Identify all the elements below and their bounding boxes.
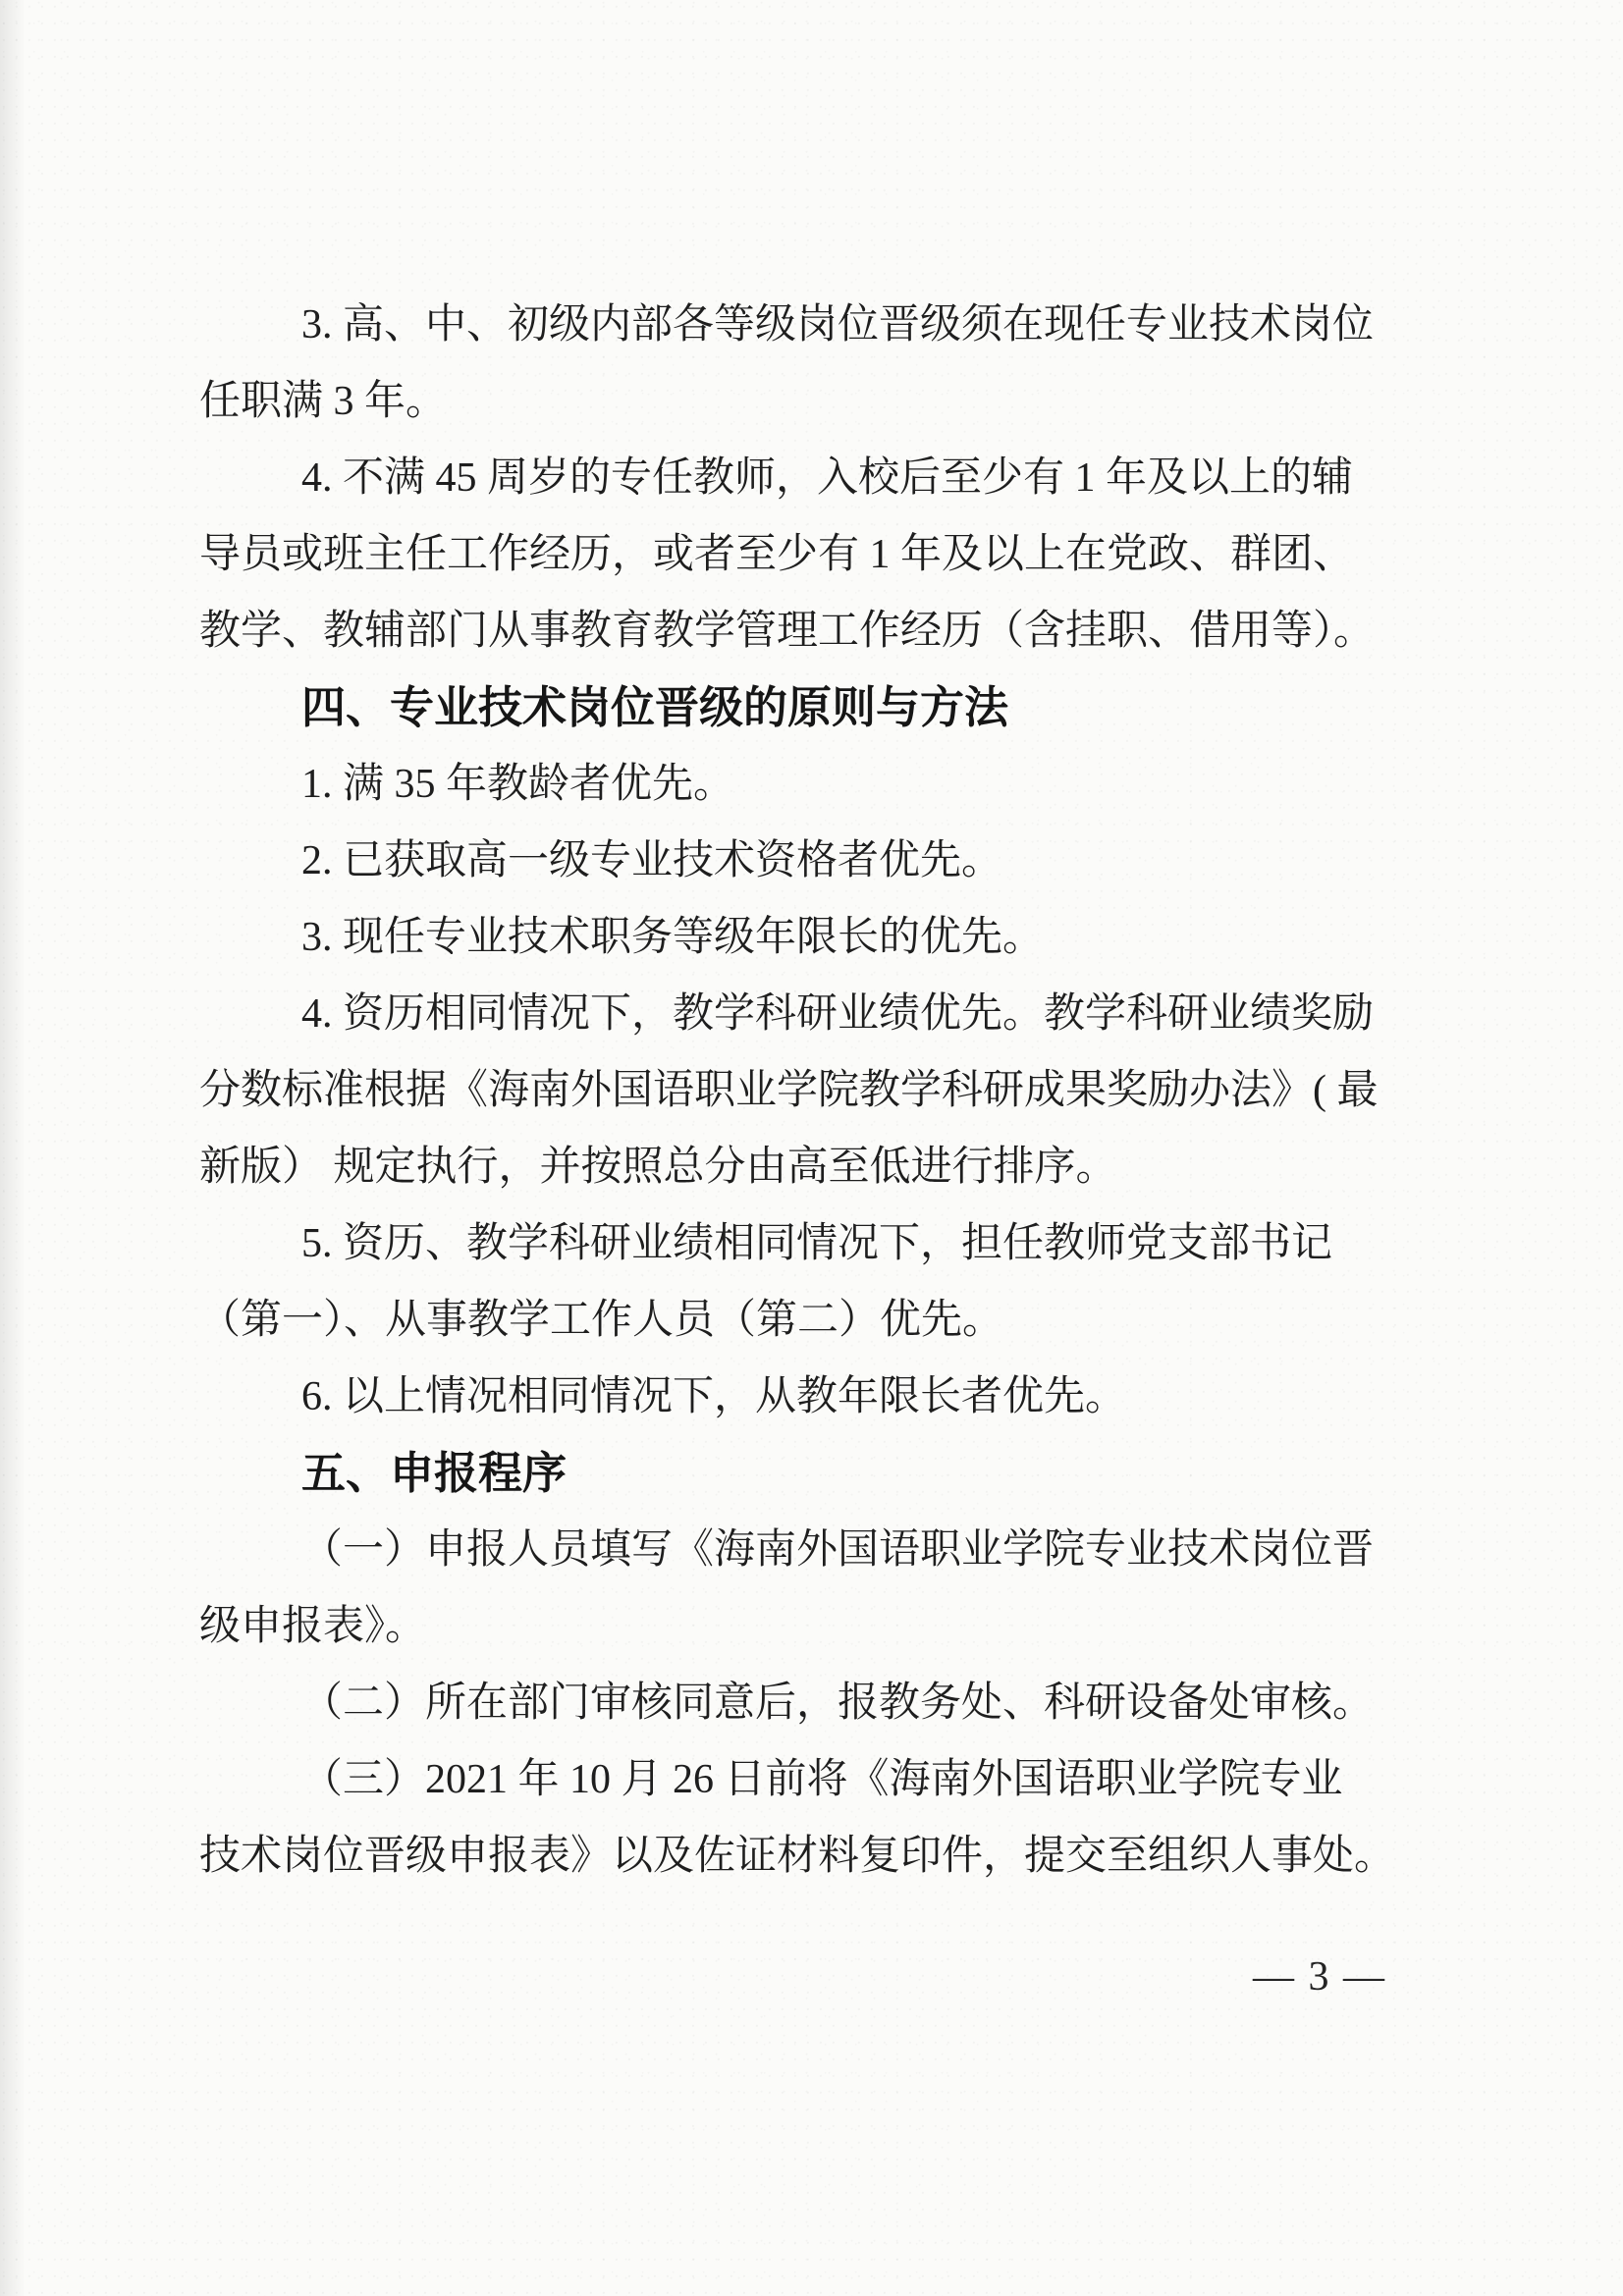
body-line: 导员或班主任工作经历，或者至少有 1 年及以上在党政、群团、 (199, 532, 1355, 577)
body-line: 6. 以上情况相同情况下，从教年限长者优先。 (301, 1374, 1127, 1419)
body-line: 2. 已获取高一级专业技术资格者优先。 (301, 838, 1003, 883)
body-line: 分数标准根据《海南外国语职业学院教学科研成果奖励办法》( 最 (199, 1068, 1379, 1113)
body-line: 4. 资历相同情况下，教学科研业绩优先。教学科研业绩奖励 (301, 991, 1375, 1037)
document-body (199, 287, 1476, 1895)
section-heading-principles: 四、专业技术岗位晋级的原则与方法 (301, 682, 1009, 732)
body-line: 5. 资历、教学科研业绩相同情况下，担任教师党支部书记 (301, 1221, 1333, 1266)
body-line: 教学、教辅部门从事教育教学管理工作经历（含挂职、借用等）。 (199, 609, 1376, 654)
body-line: 级申报表》。 (199, 1604, 427, 1649)
page-number: — 3 — (1253, 1954, 1386, 2000)
body-line: （三）2021 年 10 月 26 日前将《海南外国语职业学院专业 (301, 1757, 1343, 1802)
body-line: 任职满 3 年。 (199, 379, 448, 424)
body-line: 新版） 规定执行，并按照总分由高至低进行排序。 (199, 1145, 1117, 1190)
body-line: 3. 高、中、初级内部各等级岗位晋级须在现任专业技术岗位 (301, 302, 1375, 347)
body-line: 1. 满 35 年教龄者优先。 (301, 762, 735, 807)
body-line: 技术岗位晋级申报表》以及佐证材料复印件，提交至组织人事处。 (199, 1834, 1396, 1879)
body-line: （一）申报人员填写《海南外国语职业学院专业技术岗位晋 (301, 1527, 1375, 1573)
body-line: 3. 现任专业技术职务等级年限长的优先。 (301, 915, 1045, 960)
body-line: （二）所在部门审核同意后，报教务处、科研设备处审核。 (301, 1681, 1375, 1726)
body-line: （第一）、从事教学工作人员（第二）优先。 (199, 1298, 1004, 1343)
body-line: 4. 不满 45 周岁的专任教师，入校后至少有 1 年及以上的辅 (301, 455, 1354, 501)
scan-edge-shadow (0, 0, 26, 2296)
section-heading-application-procedure: 五、申报程序 (301, 1448, 568, 1498)
